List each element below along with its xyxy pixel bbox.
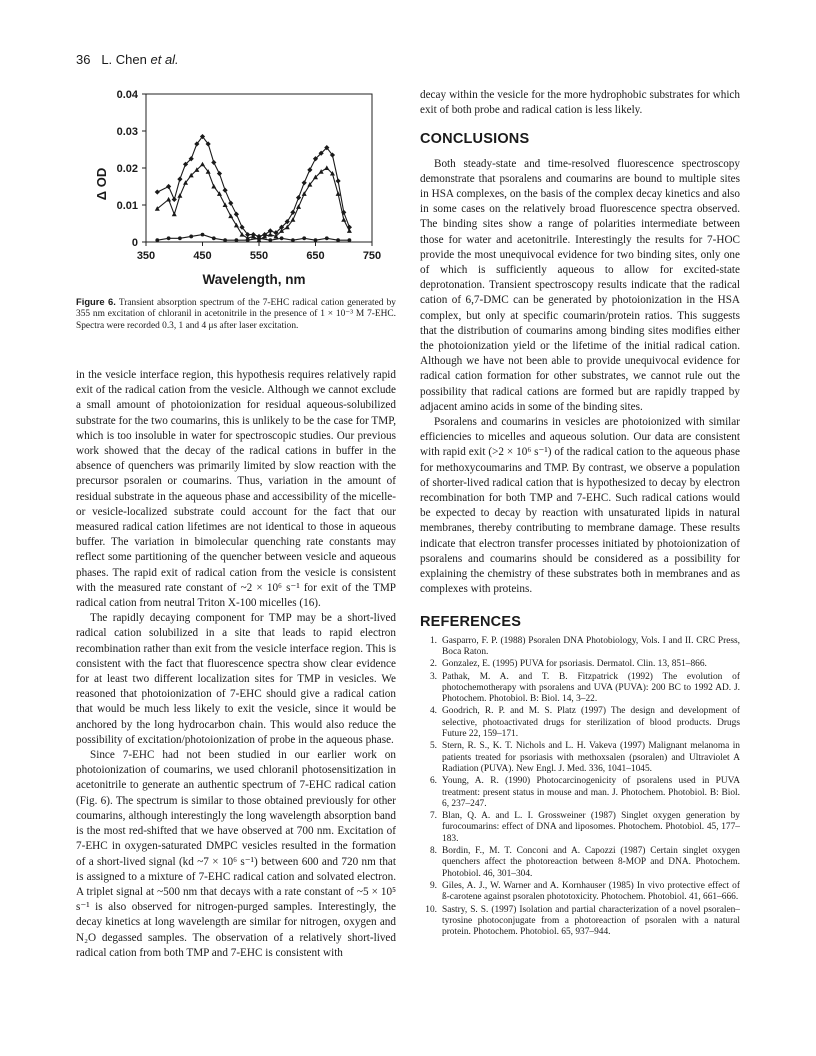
reference-text: Gonzalez, E. (1995) PUVA for psoriasis. Dermatol. Clin. 13, 851–866.: [442, 659, 707, 670]
reference-number: 1.: [429, 635, 437, 646]
data-point-diamond: [177, 177, 182, 182]
y-tick-label: 0.03: [116, 126, 138, 138]
right-paragraph-0: decay within the vesicle for the more hydrophobic substrates for which exit of both probe and radical cation is less likely.: [420, 89, 740, 117]
y-tick-label: 0: [131, 237, 138, 249]
data-point-triangle: [347, 228, 352, 233]
data-point-diamond: [228, 201, 233, 206]
reference-text: Blan, Q. A. and L. I. Grossweiner (1987) Singlet oxygen generation by furocoumarins: effect of DNA and liposomes. Photochem. Photobiol. 45, 177–183.: [442, 811, 740, 844]
reference-item: [420, 776, 740, 810]
left-paragraph-1: in the vesicle interface region, this hypothesis requires relatively rapid exit of the radical cation from the vesicle. Although we cannot exclude a small amount of photoionization for residual aqueous-solubilized substrate for the two coumarins, this is unlikely to be the case for TMP, which is too insoluble in water for spectroscopic studies. Our previous work showed that the decay of the radical cations in buffer in the absence of quenchers was primarily limited by slow reaction with the precursor psoralen or coumarins. Thus, variation in the amount of residual substrate in the aqueous phase and accessibility of the micelle- or vesicle-localized substrate could account for the fact that our measured radical cation lifetimes are not identical to those in aqueous buffer. The variation in bimolecular quenching rate constants may reflect some partitioning of the quencher between vesicle and aqueous phases. The rapid exit of radical cation from the vesicle is consistent with the measured rate constant of ~2 × 10⁶ s⁻¹ for exit of the TMP radical cation from neutral Triton X-100 micelles (16).: [76, 369, 396, 610]
reference-item: [420, 636, 740, 659]
data-point-circle: [246, 238, 250, 242]
x-tick-label: 750: [362, 250, 382, 262]
data-point-circle: [291, 238, 295, 242]
data-point-diamond: [307, 167, 312, 172]
left-column: [76, 368, 396, 961]
reference-item: [420, 659, 740, 670]
data-point-circle: [223, 238, 227, 242]
data-point-diamond: [296, 195, 301, 200]
data-point-circle: [189, 235, 193, 239]
reference-item: [420, 672, 740, 706]
data-point-diamond: [155, 189, 160, 194]
figure-caption: [76, 296, 396, 332]
reference-item: [420, 846, 740, 880]
header-authors: L. Chen: [101, 52, 147, 67]
x-tick-label: 450: [193, 250, 212, 262]
reference-text: Pathak, M. A. and T. B. Fitzpatrick (1992) The evolution of photochemotherapy with psoralens and UVA (PUVA): 200 BC to 1992 AD. J. Photochem. Photobiol. B: Biol. 14, 3–22.: [442, 671, 740, 705]
reference-number: 5.: [429, 741, 437, 752]
reference-number: 2.: [429, 659, 437, 670]
data-point-circle: [257, 236, 261, 240]
y-tick-label: 0.02: [116, 163, 138, 175]
reference-text: Sastry, S. S. (1997) Isolation and partial characterization of a novel psoralen–tyrosine photoconjugate from a photoreaction of psoralen with a natural protein. Photochem. Photobiol. 65, 937–944.: [442, 904, 740, 938]
data-point-circle: [178, 236, 182, 240]
reference-number: 6.: [429, 776, 437, 787]
data-point-circle: [167, 236, 171, 240]
caption-label: Figure 6.: [76, 296, 116, 307]
data-point-diamond: [172, 197, 177, 202]
reference-text: Gasparro, F. P. (1988) Psoralen DNA Photobiology, Vols. I and II. CRC Press, Boca Raton.: [442, 635, 740, 657]
data-point-diamond: [217, 171, 222, 176]
reference-item: [420, 881, 740, 904]
conclusions-paragraph-1: Both steady-state and time-resolved fluorescence spectroscopy demonstrate that psoralens and coumarins are bound to multiple sites in HSA complexes, on the basis of the complex decay kinetics and also in some cases on the relatively broad fluorescence spectra observed. The binding sites show a range of polarities intermediate between those for water and acetonitrile. Interestingly the results for 7-HOC provide the most unequivocal evidence for two binding sites, only one of which is sufficiently aqueous to allow for excited-state deprotonation. Transient spectroscopy results indicate that the radical cation of 6,7-DMC can be generated by photoionization in the HSA complex, but only at specific coumarin/protein ratios. This suggests that the distribution of coumarins among binding sites modifies either the photoionization yield or the lifetime of the initial radical cation. Although we have not been able to provide unequivocal evidence for radical cation formation for other substrates, we cannot rule out the possibility that radical cations are formed but are rapidly trapped by adjacent amino acids in some of the binding sites.: [420, 157, 740, 413]
reference-number: 7.: [429, 811, 437, 822]
reference-list: [420, 636, 740, 939]
reference-item: [420, 741, 740, 775]
data-point-circle: [348, 238, 352, 242]
reference-item: [420, 706, 740, 740]
data-point-circle: [155, 238, 159, 242]
data-point-triangle: [324, 165, 329, 170]
reference-text: Young, A. R. (1990) Photocarcinogenicity of psoralens used in PUVA treatment: present status in mouse and man. J. Photochem. Photobiol. B: Biol. 6, 237–247.: [442, 776, 740, 809]
data-point-triangle: [166, 197, 171, 202]
x-tick-label: 650: [306, 250, 325, 262]
conclusions-heading: CONCLUSIONS: [420, 131, 530, 148]
reference-item: [420, 811, 740, 845]
data-point-circle: [212, 236, 216, 240]
references-heading: REFERENCES: [420, 613, 522, 630]
reference-number: 4.: [429, 706, 437, 717]
data-point-triangle: [290, 217, 295, 222]
data-point-diamond: [234, 212, 239, 217]
data-point-circle: [201, 233, 205, 237]
reference-number: 3.: [429, 671, 437, 682]
header-etal: et al.: [150, 52, 179, 67]
data-point-diamond: [166, 184, 171, 189]
reference-text: Stern, R. S., K. T. Nichols and L. H. Vakeva (1997) Malignant melanoma in patients treated for psoriasis with methoxsalen (psoralen) and Ultraviolet A Radiation (PUVA). New Engl. J. Med. 336, 1041–1045.: [442, 741, 740, 774]
running-header: [76, 52, 179, 67]
data-point-diamond: [302, 180, 307, 185]
reference-number: 8.: [429, 846, 437, 857]
y-axis-label: Δ OD: [94, 167, 109, 201]
conclusions-paragraph-2: Psoralens and coumarins in vesicles are photoionized with similar efficiencies to micelles and aqueous solution. Our data are consistent with rapid exit (>2 × 10⁶ s⁻¹) of the radical cation to the aqueous phase for methoxycoumarins and TMP. By contrast, we observe a population of shorter-lived radical cation that is hypothesized to decay by electron recombination for both TMP and 7-EHC. Such radical cations would be expected to decay by reaction with unsaturated lipids in natural membranes, thereby contributing to membrane damage. These results indicate that electron transfer processes initiated by photoionization of psoralens and coumarins should be considered as a possibility for explaining the chemistry of these substrates both in membranes and as complexes with proteins.: [420, 416, 740, 596]
x-tick-label: 350: [136, 250, 156, 262]
page-number: 36: [76, 52, 91, 67]
data-point-circle: [302, 236, 306, 240]
y-tick-label: 0.01: [116, 200, 138, 212]
data-point-circle: [325, 236, 329, 240]
data-point-circle: [235, 238, 239, 242]
left-paragraph-3: Since 7-EHC had not been studied in our earlier work on photoionization of coumarins, we used chloranil photosensitization in acetonitrile to generate an authentic spectrum of 7-EHC radical cation (Fig. 6). The spectrum is similar to those obtained previously for other coumarins, although interestingly the long wavelength absorption band is the most red-shifted that we have observed at 700 nm. Excitation of 7-EHC in oxygen-saturated DMPC vesicles resulted in the formation of a short-lived signal (kd ~7 × 10⁶ s⁻¹) between 600 and 720 nm that is assigned to a mixture of 7-EHC radical cation and solvated electron. A triplet signal at ~500 nm that decays with a rate constant of ~5 × 10⁵ s⁻¹ is also observed for nitrogen-purged samples. Interestingly, the decay kinetics at long wavelength are similar for nitrogen, oxygen and N₂O degassed samples. The observation of a relatively short-lived radical cation from both TMP and 7-EHC is consistent with: [76, 749, 396, 959]
data-point-triangle: [172, 212, 177, 217]
data-point-diamond: [336, 178, 341, 183]
data-point-triangle: [228, 214, 233, 219]
x-axis-label: Wavelength, nm: [202, 272, 306, 287]
figure-6-chart: [76, 82, 406, 292]
data-point-triangle: [319, 169, 324, 174]
data-point-circle: [268, 238, 272, 242]
reference-number: 10.: [425, 904, 437, 915]
caption-text: Transient absorption spectrum of the 7-EHC radical cation generated by 355 nm excitation of chloranil in acetonitrile in the presence of 1 × 10⁻³ M 7-EHC. Spectra were recorded 0.3, 1 and 4 μs after laser excitation.: [76, 298, 396, 331]
y-tick-label: 0.04: [116, 89, 138, 101]
data-point-triangle: [296, 204, 301, 209]
data-point-triangle: [177, 193, 182, 198]
data-point-diamond: [223, 188, 228, 193]
left-paragraph-2: The rapidly decaying component for TMP may be a short-lived radical cation solubilized in a site that leads to rapid electron recombination rather than exit from the vesicle interface region. This is consistent with the fact that fluorescence spectra show clear evidence for at least two different localization sites for TMP in vesicles. We reasoned that photoionization of 7-EHC should give a radical cation that would be much less likely to exit the vesicle, since it would be anchored by the long hydrocarbon chain. This would also reduce the possibility of excitation/photoionization of probe in the aqueous phase.: [76, 612, 396, 746]
plot-frame: [146, 94, 372, 242]
data-point-triangle: [211, 184, 216, 189]
x-tick-label: 550: [249, 250, 269, 262]
data-point-diamond: [211, 160, 216, 165]
reference-number: 9.: [429, 880, 437, 891]
reference-text: Giles, A. J., W. Warner and A. Kornhauser (1985) In vivo protective effect of ß-carotene against psoralen phototoxicity. Photochem. Photobiol. 41, 661–666.: [442, 880, 740, 903]
reference-item: [420, 905, 740, 939]
data-point-circle: [280, 236, 284, 240]
data-point-triangle: [200, 162, 205, 167]
right-column: [420, 88, 740, 939]
series-line-2: [157, 164, 349, 240]
reference-text: Bordin, F., M. T. Conconi and A. Capozzi (1987) Certain singlet oxygen quenchers affect the photoreaction between 8-MOP and DNA. Photochem. Photobiol. 46, 301–304.: [442, 846, 740, 879]
data-point-circle: [336, 238, 340, 242]
reference-text: Goodrich, R. P. and M. S. Platz (1997) The design and development of selective, photoactivated drugs for sterilization of blood products. Drugs Future 22, 159–171.: [442, 706, 740, 740]
data-point-diamond: [290, 210, 295, 215]
data-point-triangle: [223, 202, 228, 207]
data-point-circle: [314, 238, 318, 242]
